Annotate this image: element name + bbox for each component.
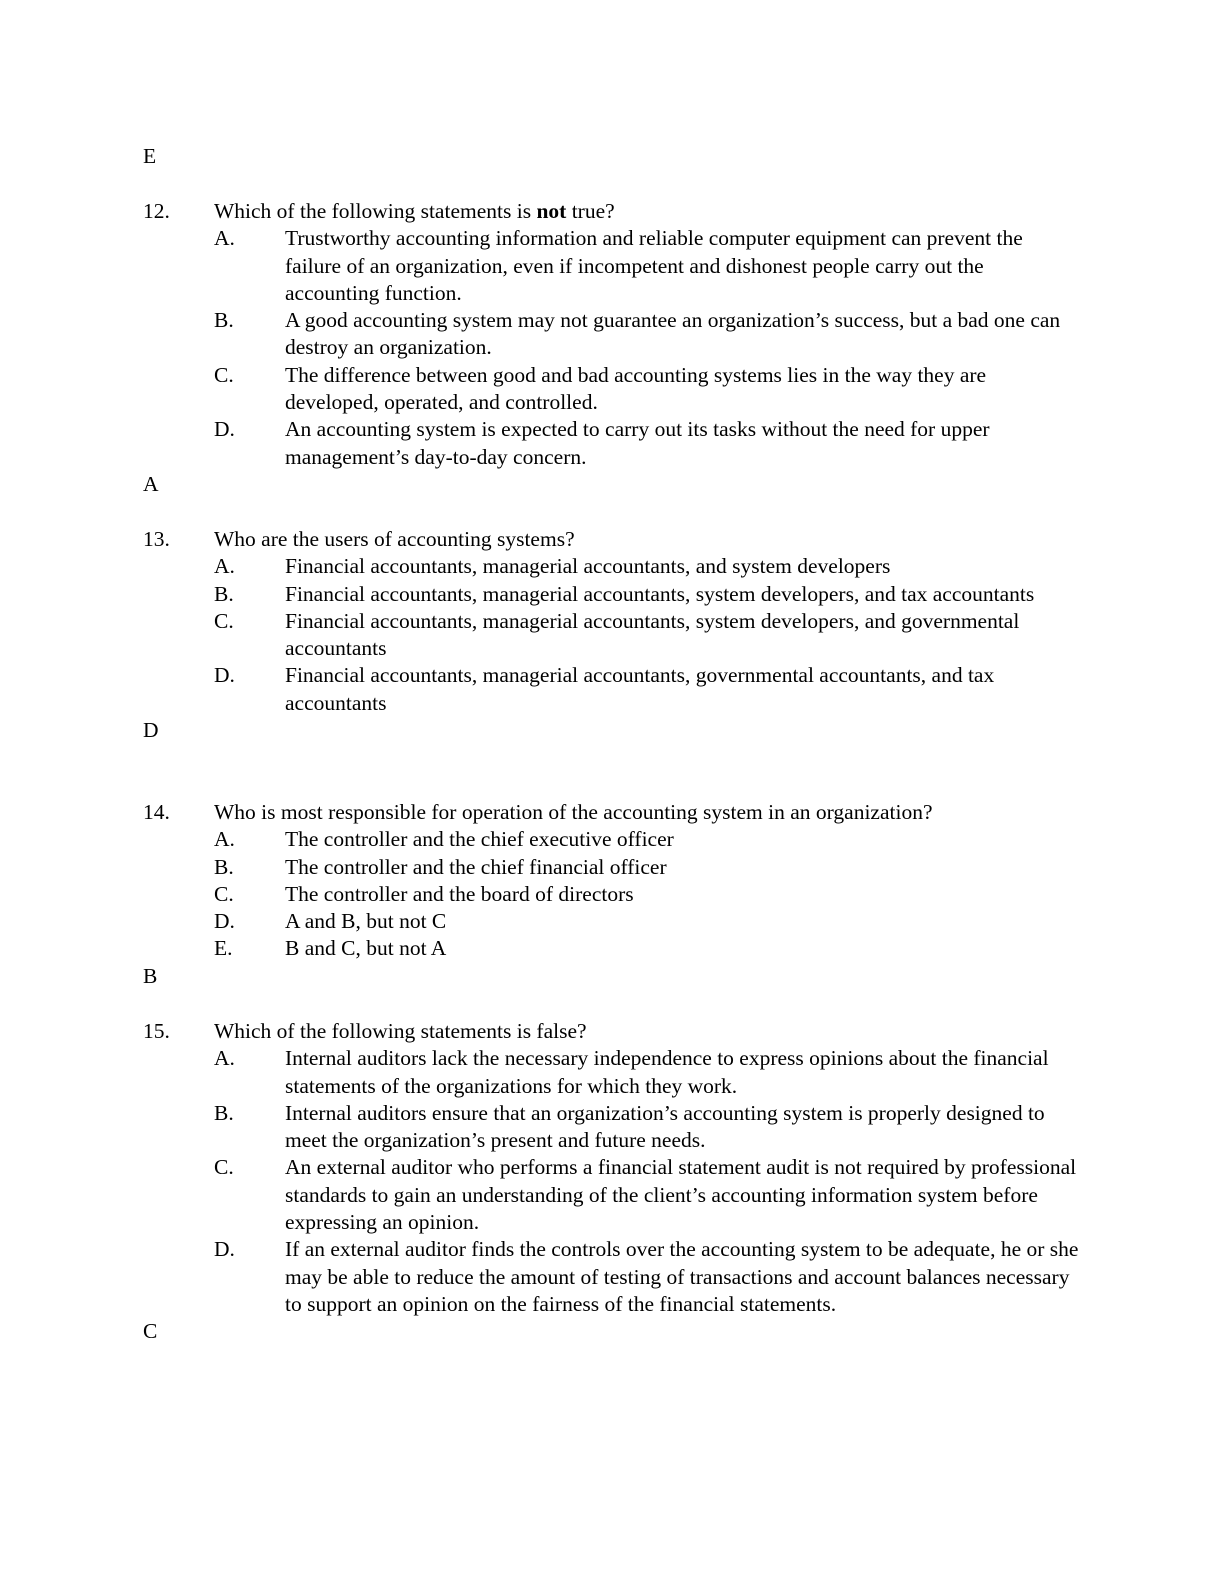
question-15 [143, 1018, 1083, 1346]
option-letter: A. [214, 554, 235, 579]
option-d [214, 662, 1083, 717]
option-text: The controller and the chief financial officer [285, 854, 667, 879]
question-stem [143, 799, 1083, 826]
option-text: Trustworthy accounting information and reliable computer equipment can prevent the failure of an organization, even if incompetent and dishonest people carry out the accounting function. [285, 226, 1023, 305]
option-letter: C. [214, 1155, 234, 1180]
option-letter: A. [214, 226, 235, 251]
option-letter: C. [214, 608, 234, 633]
option-letter: C. [214, 881, 234, 906]
option-c [214, 881, 1083, 908]
option-letter: D. [214, 1237, 235, 1262]
option-text: An external auditor who performs a financial statement audit is not required by professional standards to gain an understanding of the client’s accounting information system before expressing an opinion. [285, 1155, 1077, 1235]
option-text: Financial accountants, managerial accountants, governmental accountants, and tax accountants [285, 663, 995, 715]
question-number: 13. [143, 527, 170, 551]
option-letter: D. [214, 909, 235, 934]
stem-text-end: true? [566, 199, 615, 223]
option-letter: D. [214, 663, 235, 688]
answer-key: D [143, 718, 159, 743]
option-letter: B. [214, 581, 234, 606]
option-e [214, 935, 1083, 962]
option-text: The controller and the board of directors [285, 881, 634, 906]
question-number: 14. [143, 800, 170, 824]
option-a [214, 826, 1083, 853]
option-c [214, 362, 1083, 417]
question-text: Which of the following statements is false? [214, 1019, 587, 1043]
option-d [214, 1236, 1083, 1318]
option-text: Financial accountants, managerial accountants, system developers, and tax accountants [285, 581, 1035, 606]
option-text: Financial accountants, managerial accountants, and system developers [285, 554, 891, 579]
option-d [214, 416, 1083, 471]
option-letter: C. [214, 362, 234, 387]
option-b [214, 307, 1083, 362]
question-13 [143, 526, 1083, 744]
option-text: If an external auditor finds the controls over the accounting system to be adequate, he or she may be able to reduce the amount of testing of transactions and account balances necessary to support an opinion on the fairness of the financial statements. [285, 1237, 1079, 1316]
option-text: A good accounting system may not guarantee an organization’s success, but a bad one can destroy an organization. [285, 308, 1061, 360]
option-text: Internal auditors ensure that an organization’s accounting system is properly designed to meet the organization’s present and future needs. [285, 1100, 1045, 1153]
option-d [214, 908, 1083, 935]
option-a [214, 553, 1083, 580]
option-text: Financial accountants, managerial accountants, system developers, and governmental accountants [285, 608, 1020, 661]
option-letter: A. [214, 827, 235, 852]
question-stem [143, 526, 1083, 553]
stem-text: Which of the following statements is [214, 199, 537, 223]
option-letter: B. [214, 854, 234, 879]
option-b [214, 1100, 1083, 1155]
question-number: 12. [143, 199, 170, 223]
question-stem [143, 1018, 1083, 1045]
question-number: 15. [143, 1019, 170, 1043]
answer-key: B [143, 963, 158, 988]
answer-key: A [143, 471, 159, 496]
option-c [214, 1154, 1083, 1236]
answer-key: C [143, 1319, 158, 1344]
option-text: A and B, but not C [285, 909, 447, 934]
answer-key-previous: E [143, 144, 157, 168]
question-text: Who are the users of accounting systems? [214, 527, 575, 551]
option-text: An accounting system is expected to carry out its tasks without the need for upper management’s day-to-day concern. [285, 417, 990, 469]
option-a [214, 225, 1083, 307]
stem-emphasis: not [536, 199, 567, 223]
option-letter: A. [214, 1046, 235, 1071]
option-letter: B. [214, 308, 234, 333]
option-text: The controller and the chief executive officer [285, 827, 674, 852]
option-c [214, 608, 1083, 663]
question-14 [143, 799, 1083, 990]
question-12 [143, 198, 1083, 498]
option-letter: D. [214, 417, 235, 442]
option-b [214, 854, 1083, 881]
option-text: B and C, but not A [285, 936, 447, 961]
option-text: The difference between good and bad accounting systems lies in the way they are developed, operated, and controlled. [285, 362, 987, 415]
option-text: Internal auditors lack the necessary independence to express opinions about the financial statements of the organizations for which they work. [285, 1046, 1049, 1098]
option-letter: B. [214, 1100, 234, 1125]
question-stem [143, 198, 1083, 225]
option-letter: E. [214, 936, 233, 961]
question-text [214, 198, 1083, 225]
question-text: Who is most responsible for operation of the accounting system in an organization? [214, 800, 933, 824]
option-a [214, 1045, 1083, 1100]
option-b [214, 581, 1083, 608]
